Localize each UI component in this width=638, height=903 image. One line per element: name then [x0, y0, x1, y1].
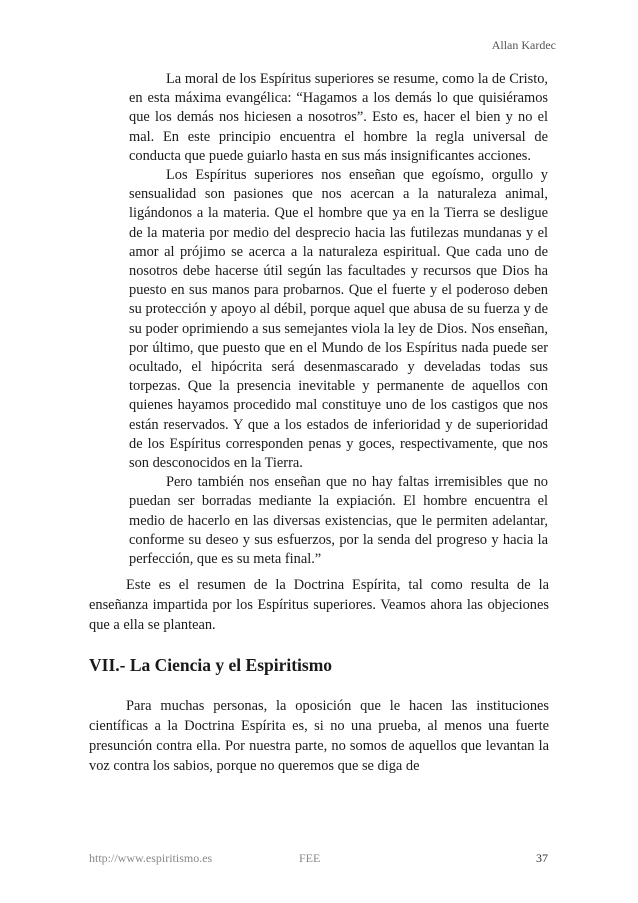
section-body [89, 697, 549, 777]
page-number: 37 [536, 851, 548, 865]
page-footer [89, 851, 548, 867]
footer-url: http://www.espiritismo.es [89, 851, 213, 865]
quoted-passage [129, 70, 548, 569]
section-heading: VII.- La Ciencia y el Espiritismo [89, 655, 333, 675]
summary-block [89, 576, 549, 636]
section-paragraph: Para muchas personas, la oposición que le hacen las instituciones científicas a la Doctrina Espírita es, si no una prueba, al menos una fuerte presunción contra ella. Por nuestra parte, no somos de aquellos que levantan la voz contra los sabios, porque no queremos que se diga de [89, 698, 549, 774]
quote-paragraph-2: Los Espíritus superiores nos enseñan que egoísmo, orgullo y sensualidad son pasiones que nos acercan a la naturaleza animal, ligándonos a la materia. Que el hombre que ya en la Tierra se desligue de la materia por medio del desprecio hacia las futilezas mundanas y el amor al prójimo se acerca a la naturaleza espiritual. Que cada uno de nosotros debe hacerse útil según las facultades y recursos que Dios ha puesto en sus manos para probarnos. Que el fuerte y el poderoso deben su protección y apoyo al débil, porque aquel que abusa de su fuerza y de su poder oprimiendo a sus semejantes viola la ley de Dios. Nos enseñan, por último, que puesto que en el Mundo de los Espíritus nada puede ser ocultado, el hipócrita será desenmascarado y develadas todas sus torpezas. Que la presencia inevitable y permanente de aquellos con quienes hayamos procedido mal constituye uno de los castigos que nos están reservados. Y que a los estados de inferioridad y de superioridad de los Espíritus corresponden penas y goces, respectivamente, que nos son desconocidos en la Tierra. [129, 167, 548, 472]
footer-publisher: FEE [299, 851, 321, 865]
running-header-author: Allan Kardec [491, 38, 556, 52]
quote-paragraph-1: La moral de los Espíritus superiores se resume, como la de Cristo, en esta máxima evangélica: “Hagamos a los demás lo que quisiéramos que los demás nos hiciesen a nosotros”. Esto es, hacer el bien y no el mal. En este principio encuentra el hombre la regla universal de conducta que puede guiarlo hasta en sus más insignificantes acciones. [129, 71, 548, 164]
summary-paragraph: Este es el resumen de la Doctrina Espírita, tal como resulta de la enseñanza impartida por los Espíritus superiores. Veamos ahora las objeciones que a ella se plantean. [89, 577, 549, 633]
quote-paragraph-3: Pero también nos enseñan que no hay faltas irremisibles que no puedan ser borradas mediante la expiación. El hombre encuentra el medio de hacerlo en las diversas existencias, que le permiten adelantar, conforme su deseo y sus esfuerzos, por la senda del progreso y hacia la perfección, que es su meta final.” [129, 474, 548, 568]
